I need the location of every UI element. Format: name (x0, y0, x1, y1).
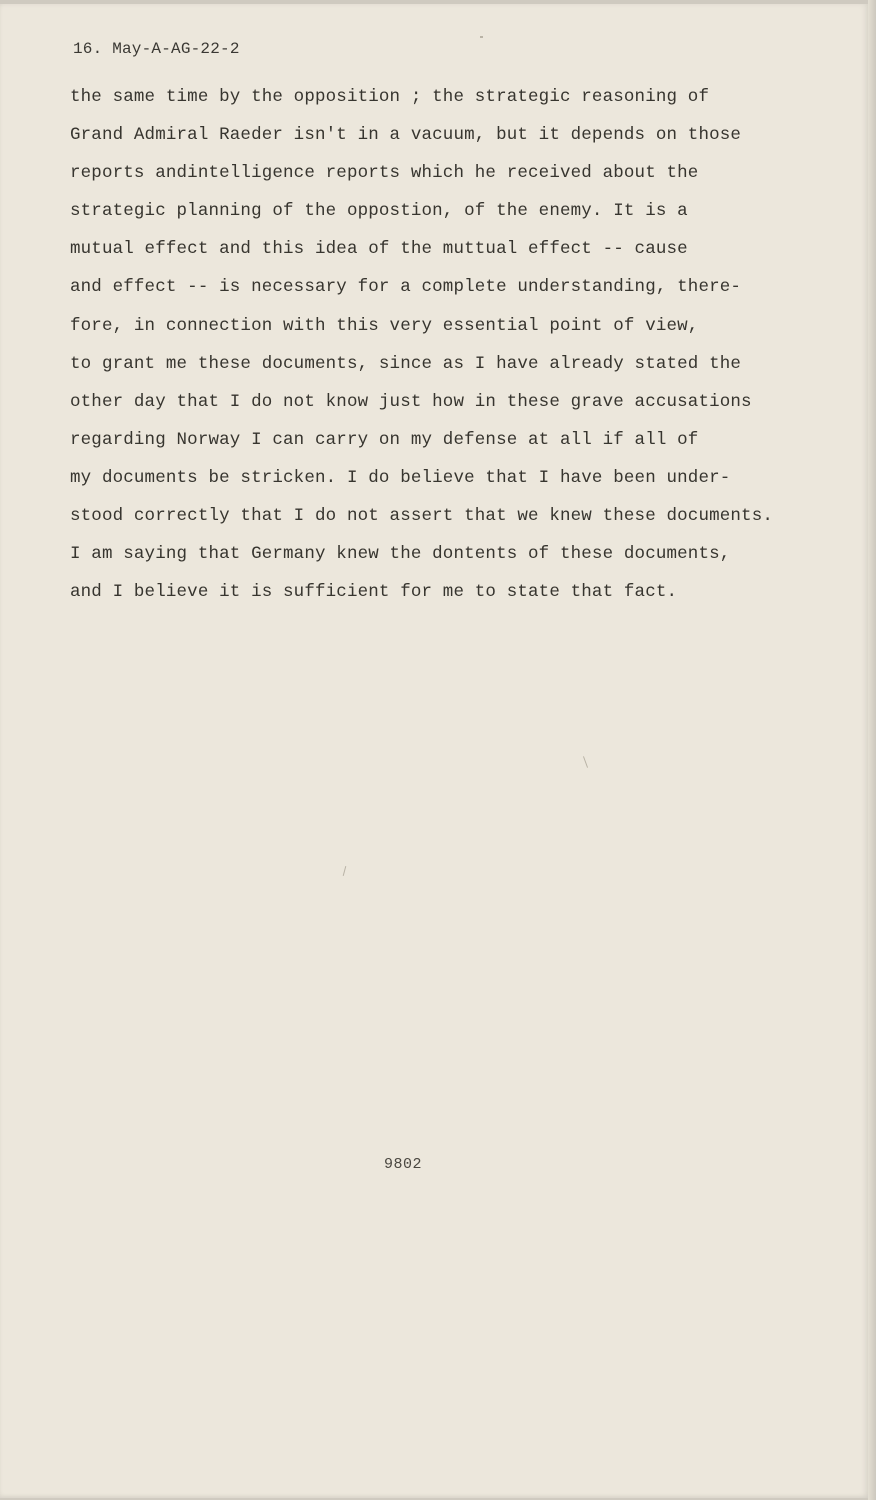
text-line: other day that I do not know just how in these grave accusations (70, 391, 752, 412)
text-line: Grand Admiral Raeder isn't in a vacuum, but it depends on those (70, 125, 742, 146)
text-line: the same time by the opposition ; the strategic reasoning of (70, 87, 710, 107)
document-body (70, 82, 840, 615)
text-line: mutual effect and this idea of the muttual effect -- cause (70, 239, 688, 260)
text-line: strategic planning of the oppostion, of the enemy. It is a (70, 201, 688, 222)
text-line: to grant me these documents, since as I have already stated the (70, 353, 742, 374)
text-line: my documents be stricken. I do believe that I have been under- (70, 467, 731, 488)
document-header: 16. May-A-AG-22-2 (73, 40, 240, 58)
document-page (0, 4, 868, 1498)
text-line: reports andintelligence reports which he received about the (70, 163, 699, 184)
page-number: 9802 (384, 1156, 423, 1173)
text-line: and effect -- is necessary for a complete understanding, there- (70, 277, 742, 298)
text-line: stood correctly that I do not assert that we knew these documents. (70, 506, 774, 527)
text-line: fore, in connection with this very essential point of view, (70, 315, 699, 336)
paper-speck (343, 866, 347, 876)
text-line: and I believe it is sufficient for me to state that fact. (70, 582, 678, 603)
page-edge (868, 0, 876, 1500)
paper-speck (480, 36, 483, 38)
text-line: regarding Norway I can carry on my defense at all if all of (70, 429, 699, 450)
paper-speck (583, 756, 588, 768)
text-line: I am saying that Germany knew the dontents of these documents, (70, 544, 731, 565)
